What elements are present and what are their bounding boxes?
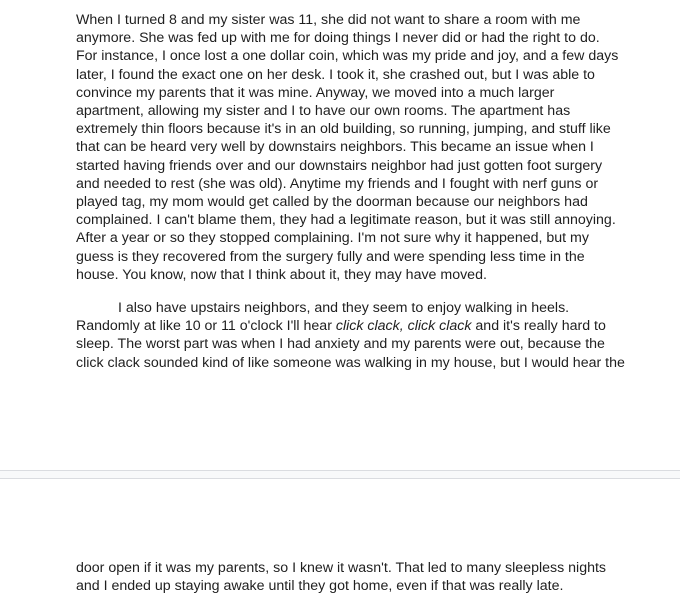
document-page-2[interactable] [0, 479, 680, 609]
text-line: and needed to rest (she was old). Anytime my friends and I fought with nerf guns or [76, 175, 599, 192]
page-break [0, 470, 680, 479]
text-line: guess is they recovered from the surgery fully and were spending less time in the [76, 248, 585, 265]
text-line: For instance, I once lost a one dollar coin, which was my pride and joy, and a few days [76, 48, 619, 65]
text-line: played tag, my mom would get called by the doorman because our neighbors had [76, 194, 588, 211]
text-line: When I turned 8 and my sister was 11, she did not want to share a room with me [76, 12, 581, 28]
italic-text: click clack, click clack [335, 318, 472, 335]
text-line: door open if it was my parents, so I knew it wasn't. That led to many sleepless nights [76, 560, 607, 576]
text-run: Randomly at like 10 or 11 o'clock I'll hear [76, 318, 336, 335]
text-line: anymore. She was fed up with me for doing things I never did or had the right to do. [76, 30, 600, 47]
text-line: and I ended up staying awake until they got home, even if that was really late. [76, 578, 564, 595]
paragraph-2-continued [76, 559, 616, 595]
text-line: started having friends over and our downstairs neighbor had just gotten foot surgery [76, 157, 603, 174]
text-line: click clack sounded kind of like someone was walking in my house, but I would hear the [76, 354, 625, 371]
paragraph-1 [76, 11, 619, 284]
text-line: I also have upstairs neighbors, and they seem to enjoy walking in heels. [118, 300, 570, 316]
text-line: convince my parents that it was mine. Anyway, we moved into a much larger [76, 84, 555, 101]
text-line: apartment, allowing my sister and I to have our own rooms. The apartment has [76, 103, 571, 120]
text-line [76, 317, 616, 335]
text-line: After a year or so they stopped complaining. I'm not sure why it happened, but my [76, 230, 589, 247]
text-run: and it's really hard to [471, 318, 606, 335]
paragraph-2 [76, 299, 625, 372]
text-line: later, I found the exact one on her desk. I took it, she crashed out, but I was able to [76, 66, 595, 83]
text-line: house. You know, now that I think about it, they may have moved. [76, 266, 487, 283]
text-line: that can be heard very well by downstairs neighbors. This became an issue when I [76, 139, 594, 156]
text-line: extremely thin floors because it's in an old building, so running, jumping, and stuff like [76, 121, 611, 138]
text-line: sleep. The worst part was when I had anxiety and my parents were out, because the [76, 336, 605, 353]
text-line: complained. I can't blame them, they had a legitimate reason, but it was still annoying. [76, 212, 616, 229]
